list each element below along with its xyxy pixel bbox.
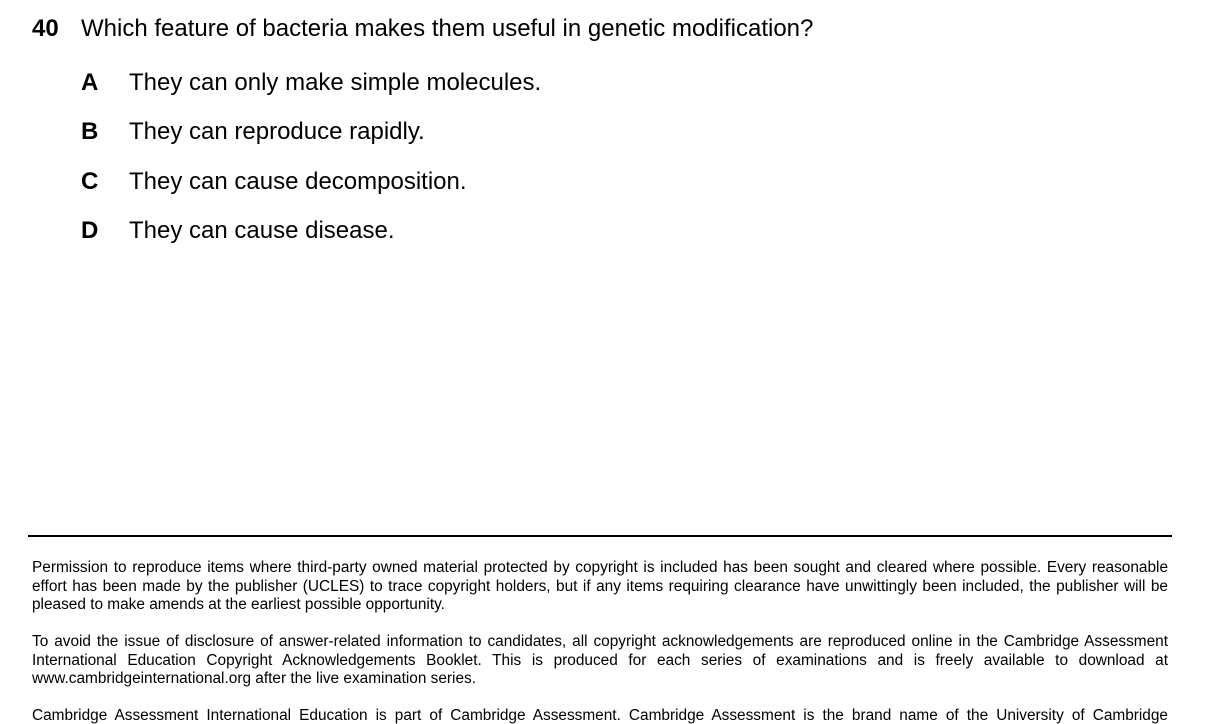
option-letter: B [81,118,99,145]
ownership-notice: Cambridge Assessment International Education is part of Cambridge Assessment. Cambridge Assessment is the brand name of the University of Cambridge [32,707,1168,724]
question-number: 40 [32,15,59,42]
option-letter: D [81,217,99,244]
option-text: They can cause decomposition. [129,168,467,195]
option-b[interactable] [81,117,981,147]
option-d[interactable] [81,216,981,246]
footer-divider [28,535,1172,537]
option-c[interactable] [81,167,981,197]
option-text: They can cause disease. [129,217,395,244]
question-text: Which feature of bacteria makes them useful in genetic modification? [81,15,814,42]
option-text: They can reproduce rapidly. [129,118,425,145]
option-letter: C [81,168,99,195]
option-letter: A [81,69,99,96]
disclosure-notice: To avoid the issue of disclosure of answer-related information to candidates, all copyright acknowledgements are reproduced online in the Cambridge Assessment International Education Copyright Acknowledgements Booklet. This is produced for each series of examinations and is freely available to download at www.cambridgeinternational.org after the live examination series. [32,633,1168,688]
permission-notice: Permission to reproduce items where third-party owned material protected by copyright is included has been sought and cleared where possible. Every reasonable effort has been made by the publisher (UCLES) to trace copyright holders, but if any items requiring clearance have unwittingly been included, the publisher will be pleased to make amends at the earliest possible opportunity. [32,559,1168,614]
option-a[interactable] [81,68,981,98]
option-text: They can only make simple molecules. [129,69,542,96]
